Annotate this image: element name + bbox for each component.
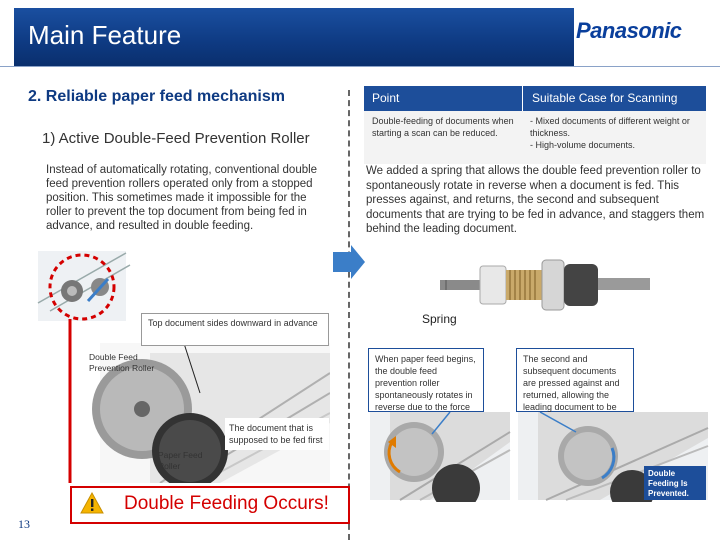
spring-label: Spring <box>422 312 457 326</box>
feed-begins-callout: When paper feed begins, the double feed prevention roller spontaneously rotates in reverse due to the force <box>368 348 484 412</box>
page-title: Main Feature <box>28 20 182 50</box>
header-divider <box>0 66 720 67</box>
right-arrow-icon <box>331 244 367 280</box>
subsequent-documents-callout: The second and subsequent documents are pressed against and returned, allowing the leading document to be <box>516 348 634 412</box>
first-document-callout: The document that is supposed to be fed first <box>225 418 329 450</box>
table-header-case: Suitable Case for Scanning <box>522 86 706 111</box>
table-header-point: Point <box>364 86 522 111</box>
page-number: 13 <box>18 517 30 531</box>
roller-spring-photo <box>440 256 670 316</box>
table-cell-point: Double-feeding of documents when starting a scan can be reduced. <box>364 111 522 164</box>
subsection-title: 1) Active Double-Feed Prevention Roller <box>42 130 310 147</box>
table-cell-case: - Mixed documents of different weight or thickness. - High-volume documents. <box>522 111 706 164</box>
double-feeding-warning: Double Feeding Occurs! <box>124 493 329 514</box>
warning-icon <box>80 492 104 514</box>
new-feature-description: We added a spring that allows the double feed prevention roller to spontaneously rotate in reverse when a document is fed. This presses against, and returns, the second and subsequent documents that are trying to be fed in advance, and staggers them behind the leading document. <box>366 165 705 235</box>
double-feed-roller-label: Double Feed Prevention Roller <box>89 352 155 373</box>
top-document-callout: Top document sides downward in advance <box>141 313 329 346</box>
paper-feed-roller-label: Paper Feed Roller <box>158 450 203 471</box>
header-bar <box>0 0 720 66</box>
comparison-divider <box>348 90 350 540</box>
conventional-description: Instead of automatically rotating, conventional double feed prevention rollers operated only from a stopped position. This sometimes made it impossible for the roller to prevent the top document from being fed in advance, and resulted in double feeding. <box>46 164 318 232</box>
section-title: 2. Reliable paper feed mechanism <box>28 88 285 105</box>
prevented-badge: Double Feeding Is Prevented. <box>644 466 706 500</box>
brand-logo: Panasonic <box>576 18 682 43</box>
point-table <box>364 86 706 164</box>
